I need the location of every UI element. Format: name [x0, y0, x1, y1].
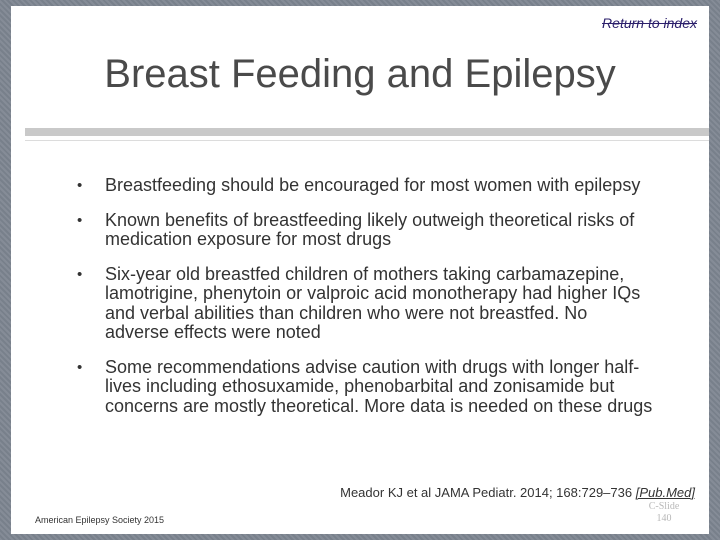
citation	[340, 485, 695, 500]
bullet-text: Known benefits of breastfeeding likely outweigh theoretical risks of medication exposure for most drugs	[105, 209, 635, 249]
slide-number-value: 140	[656, 513, 672, 524]
bullet-text: Some recommendations advise caution with drugs with longer half-lives including ethosuxamide, phenobarbital and zonisamide but concerns are mostly theoretical. More data is needed on these drugs	[105, 356, 653, 416]
return-to-index-link[interactable]: Return to index	[602, 15, 697, 31]
title-divider	[25, 128, 709, 136]
bullet-marker: •	[77, 177, 83, 194]
bullet-list	[71, 176, 656, 431]
bullet-item	[71, 176, 656, 196]
bullet-item	[71, 265, 656, 343]
title-divider-thin	[25, 140, 709, 141]
slide	[11, 6, 709, 534]
bullet-item	[71, 211, 656, 250]
bullet-item	[71, 358, 656, 417]
bullet-marker: •	[77, 265, 83, 283]
bullet-marker: •	[77, 211, 83, 229]
slide-title: Breast Feeding and Epilepsy	[104, 52, 616, 96]
citation-text: Meador KJ et al JAMA Pediatr. 2014; 168:729–736	[340, 485, 633, 500]
pubmed-link[interactable]: [Pub.Med]	[635, 485, 695, 500]
slide-label: C-Slide	[648, 501, 680, 512]
bullet-marker: •	[77, 358, 83, 376]
bullet-text: Breastfeeding should be encouraged for most women with epilepsy	[105, 175, 641, 195]
footer-society: American Epilepsy Society 2015	[35, 515, 165, 525]
slide-number	[642, 501, 686, 525]
bullet-text: Six-year old breastfed children of mothers taking carbamazepine, lamotrigine, phenytoin or valproic acid monotherapy had higher IQs and verbal abilities than children who were not breastfed. No adverse effects were noted	[105, 263, 641, 342]
